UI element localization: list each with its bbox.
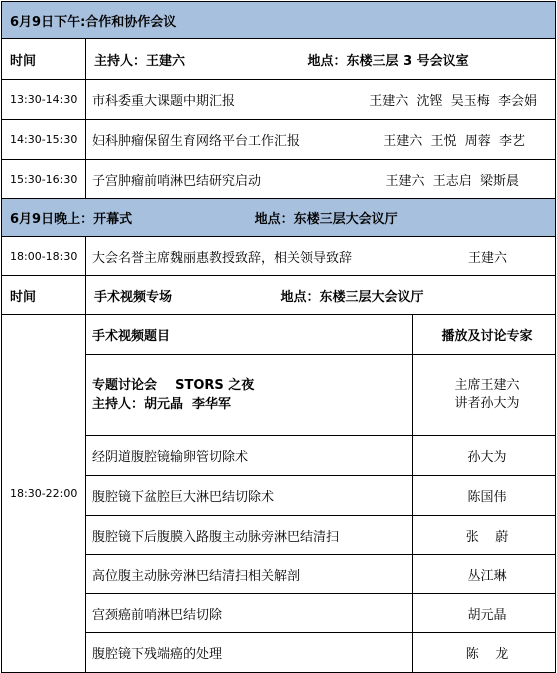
table-row [86, 237, 556, 276]
video-topic: 经阴道腹腔镜输卵管切除术 [86, 436, 413, 476]
row-time: 13:30-14:30 [2, 80, 86, 120]
host-label: 主持人：王建六 [94, 53, 186, 69]
session-info [86, 355, 413, 436]
video-expert: 陈 龙 [413, 633, 556, 673]
evening-location: 地点：东楼三层大会议厅 [254, 212, 398, 227]
session-chair: 主席王建六 [454, 378, 520, 393]
video-title: 手术视频专场 [94, 289, 173, 305]
col-header-topic: 手术视频题目 [86, 315, 413, 355]
schedule-table [1, 1, 556, 673]
row-speakers: 王建六 王悦 周蓉 李艺 [383, 134, 526, 149]
row-time: 14:30-15:30 [2, 120, 86, 160]
video-time: 18:30-22:00 [2, 315, 86, 673]
video-expert: 张 蔚 [413, 516, 556, 555]
video-topic: 腹腔镜下盆腔巨大淋巴结切除术 [86, 476, 413, 516]
row-speakers: 王建六 [468, 250, 508, 266]
video-topic: 高位腹主动脉旁淋巴结清扫相关解剖 [86, 555, 413, 594]
row-topic: 市科委重大课题中期汇报 [92, 94, 236, 109]
video-header [86, 276, 556, 315]
afternoon-header [86, 39, 556, 80]
row-time: 15:30-16:30 [2, 160, 86, 199]
afternoon-title: 6月9日下午:合作和协作会议 [2, 2, 556, 39]
row-speakers: 王建六 沈铿 吴玉梅 李会娟 [369, 94, 538, 109]
row-topic: 妇科肿瘤保留生育网络平台工作汇报 [92, 134, 301, 149]
video-expert: 丛江琳 [413, 555, 556, 594]
session-experts [413, 355, 556, 436]
video-topic: 腹腔镜下残端癌的处理 [86, 633, 413, 673]
video-location: 地点：东楼三层大会议厅 [280, 289, 424, 305]
session-line1: 专题讨论会 STORS 之夜 [92, 378, 255, 393]
row-topic: 大会名誉主席魏丽惠教授致辞，相关领导致辞 [92, 250, 353, 266]
table-row [86, 120, 556, 160]
session-line2: 主持人：胡元晶 李华军 [92, 397, 232, 412]
video-topic: 宫颈癌前哨淋巴结切除 [86, 594, 413, 633]
video-expert: 陈国伟 [413, 476, 556, 516]
video-expert: 胡元晶 [413, 594, 556, 633]
evening-band [2, 199, 556, 237]
table-row [86, 160, 556, 199]
col-header-experts: 播放及讨论专家 [413, 315, 556, 355]
video-expert: 孙大为 [413, 436, 556, 476]
location-label: 地点：东楼三层 3 号会议室 [307, 53, 469, 69]
video-time-header: 时间 [2, 276, 86, 315]
row-topic: 子宫肿瘤前哨淋巴结研究启动 [92, 173, 262, 189]
row-speakers: 王建六 王志启 梁斯晨 [385, 173, 520, 189]
session-speaker: 讲者孙大为 [454, 396, 520, 411]
time-header: 时间 [2, 39, 86, 80]
table-row [86, 80, 556, 120]
video-topic: 腹腔镜下后腹膜入路腹主动脉旁淋巴结清扫 [86, 516, 413, 555]
row-time: 18:00-18:30 [2, 237, 86, 276]
evening-title: 6月9日晚上：开幕式 [10, 212, 133, 227]
